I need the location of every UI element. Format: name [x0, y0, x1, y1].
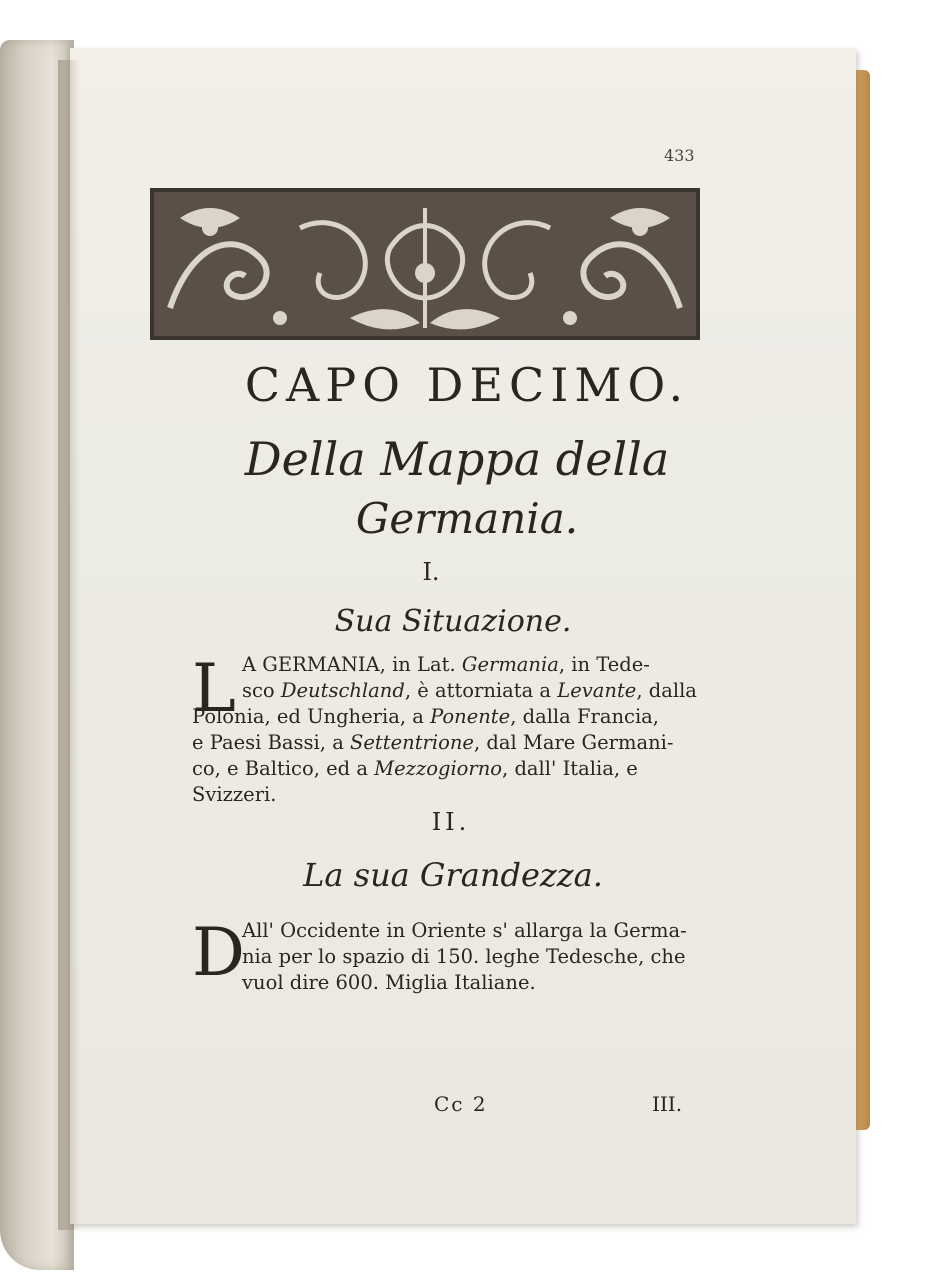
page-number: 433	[664, 146, 695, 165]
ornament-headpiece	[150, 188, 700, 340]
section-number-1: I.	[422, 558, 440, 586]
page-gutter	[58, 60, 80, 1230]
text-line: sco Deutschland, è attorniata a Levante, dalla	[242, 679, 697, 702]
section-title-1: Sua Situazione.	[334, 604, 572, 639]
text-line: All' Occidente in Oriente s' allarga la Germa-	[242, 919, 687, 942]
paragraph-grandezza	[192, 914, 712, 996]
chapter-heading: CAPO DECIMO.	[244, 358, 690, 412]
text-line: Polonia, ed Ungheria, a Ponente, dalla Francia,	[192, 705, 660, 728]
text-line: co, e Baltico, ed a Mezzogiorno, dall' Italia, e	[192, 757, 638, 780]
paragraph-situazione	[192, 652, 712, 808]
chapter-title-line-1: Della Mappa della	[244, 432, 670, 486]
signature-mark: Cc 2	[434, 1092, 488, 1116]
text-line: e Paesi Bassi, a Settentrione, dal Mare Germani-	[192, 731, 674, 754]
section-number-2: II.	[431, 808, 471, 836]
catchword: III.	[652, 1092, 683, 1116]
dropcap-2: D	[192, 914, 245, 991]
text-line: Svizzeri.	[192, 783, 277, 806]
text-line: nia per lo spazio di 150. leghe Tedesche, che	[242, 945, 686, 968]
chapter-title-line-2: Germania.	[355, 494, 579, 543]
text-line: vuol dire 600. Miglia Italiane.	[242, 971, 536, 994]
text-line: A GERMANIA, in Lat. Germania, in Tede-	[242, 653, 650, 676]
section-title-2: La sua Grandezza.	[303, 856, 603, 894]
dropcap-1: L	[192, 650, 236, 727]
